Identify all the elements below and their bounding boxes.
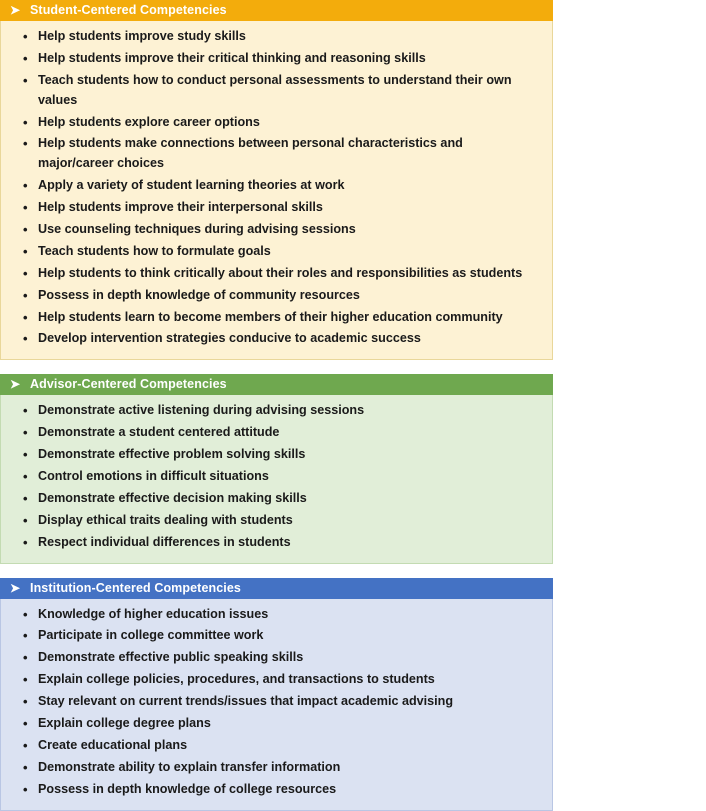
list-item	[9, 626, 544, 646]
list-item-label: Explain college degree plans	[38, 716, 211, 731]
bullet-icon: •	[23, 222, 28, 238]
bullet-icon: •	[23, 512, 28, 528]
list-item-label: Help students improve their interpersonal skills	[38, 200, 323, 215]
list-item-label: Possess in depth knowledge of community resources	[38, 287, 360, 302]
bullet-icon: •	[23, 243, 28, 259]
list-item	[9, 49, 544, 69]
bullet-icon: •	[23, 178, 28, 194]
bullet-icon: •	[23, 759, 28, 775]
list-item-label: Develop intervention strategies conducive to academic success	[38, 331, 421, 346]
list-item-label: Demonstrate effective public speaking skills	[38, 650, 304, 665]
bullet-icon: •	[23, 287, 28, 303]
list-item-label: Stay relevant on current trends/issues that impact academic advising	[38, 694, 454, 709]
list-item-label: Knowledge of higher education issues	[38, 606, 269, 621]
list-item	[9, 286, 544, 306]
section-body-advisor-centered	[0, 395, 553, 563]
list-item	[9, 134, 544, 174]
list-item-label: Demonstrate effective decision making skills	[38, 490, 307, 505]
list-item	[9, 113, 544, 133]
bullet-icon: •	[23, 606, 28, 622]
bullet-icon: •	[23, 29, 28, 44]
competency-list-student	[9, 27, 544, 349]
list-item-label: Display ethical traits dealing with students	[38, 512, 293, 527]
section-title: Institution-Centered Competencies	[30, 580, 241, 595]
competency-list-advisor	[9, 401, 544, 552]
list-item	[9, 467, 544, 487]
section-header-institution-centered	[0, 578, 553, 599]
list-item-label: Help students to think critically about their roles and responsibilities as students	[38, 265, 523, 280]
bullet-icon: •	[23, 200, 28, 216]
bullet-icon: •	[23, 331, 28, 347]
bullet-icon: •	[23, 114, 28, 130]
list-item	[9, 692, 544, 712]
bullet-icon: •	[23, 425, 28, 441]
list-item	[9, 489, 544, 509]
section-student-centered	[0, 0, 553, 360]
list-item-label: Possess in depth knowledge of college resources	[38, 781, 337, 796]
list-item-label: Teach students how to formulate goals	[38, 243, 271, 258]
list-item-label: Help students improve their critical thinking and reasoning skills	[38, 50, 426, 65]
bullet-icon: •	[23, 628, 28, 644]
list-item-label: Respect individual differences in students	[38, 534, 291, 549]
section-header-student-centered	[0, 0, 553, 21]
bullet-icon: •	[23, 136, 28, 152]
list-item	[9, 736, 544, 756]
list-item-label: Demonstrate active listening during advising sessions	[38, 403, 365, 418]
list-item-label: Participate in college committee work	[38, 628, 264, 643]
bullet-icon: •	[23, 490, 28, 506]
bullet-icon: •	[23, 672, 28, 688]
list-item-label: Explain college policies, procedures, and transactions to students	[38, 672, 435, 687]
bullet-icon: •	[23, 694, 28, 710]
arrow-bullet-icon: ➤	[10, 377, 21, 392]
bullet-icon: •	[23, 781, 28, 797]
list-item	[9, 329, 544, 349]
bullet-icon: •	[23, 403, 28, 419]
section-body-institution-centered	[0, 599, 553, 811]
list-item	[9, 511, 544, 531]
list-item-label: Apply a variety of student learning theories at work	[38, 178, 345, 193]
list-item	[9, 198, 544, 218]
section-divider	[0, 360, 706, 374]
list-item	[9, 401, 544, 421]
list-item	[9, 220, 544, 240]
bullet-icon: •	[23, 265, 28, 281]
list-item-label: Control emotions in difficult situations	[38, 469, 269, 484]
list-item-label: Help students learn to become members of their higher education community	[38, 309, 503, 324]
bullet-icon: •	[23, 309, 28, 325]
bullet-icon: •	[23, 534, 28, 550]
list-item	[9, 533, 544, 553]
section-body-student-centered	[0, 21, 553, 360]
section-advisor-centered	[0, 374, 553, 563]
list-item	[9, 242, 544, 262]
bullet-icon: •	[23, 447, 28, 463]
list-item	[9, 264, 544, 284]
list-item	[9, 27, 544, 47]
bullet-icon: •	[23, 650, 28, 666]
section-divider	[0, 564, 706, 578]
list-item-label: Create educational plans	[38, 737, 188, 752]
list-item	[9, 71, 544, 111]
list-item	[9, 423, 544, 443]
section-header-advisor-centered	[0, 374, 553, 395]
arrow-bullet-icon: ➤	[10, 3, 21, 17]
section-institution-centered	[0, 578, 553, 811]
bullet-icon: •	[23, 737, 28, 753]
arrow-bullet-icon: ➤	[10, 580, 21, 595]
list-item	[9, 605, 544, 625]
list-item-label: Help students improve study skills	[38, 29, 246, 43]
list-item	[9, 445, 544, 465]
list-item	[9, 670, 544, 690]
competency-list-institution	[9, 605, 544, 800]
list-item-label: Demonstrate effective problem solving skills	[38, 447, 306, 462]
list-item-label: Help students explore career options	[38, 114, 260, 129]
list-item-label: Help students make connections between personal characteristics and major/career choices	[38, 136, 463, 171]
list-item	[9, 714, 544, 734]
list-item-label: Use counseling techniques during advising sessions	[38, 222, 356, 237]
bullet-icon: •	[23, 50, 28, 66]
bullet-icon: •	[23, 716, 28, 732]
list-item	[9, 780, 544, 800]
section-title: Student-Centered Competencies	[30, 3, 227, 17]
section-title: Advisor-Centered Competencies	[30, 377, 227, 392]
list-item-label: Teach students how to conduct personal assessments to understand their own values	[38, 72, 512, 107]
list-item-label: Demonstrate ability to explain transfer information	[38, 759, 341, 774]
list-item-label: Demonstrate a student centered attitude	[38, 425, 280, 440]
list-item	[9, 648, 544, 668]
bullet-icon: •	[23, 72, 28, 88]
bullet-icon: •	[23, 469, 28, 485]
list-item	[9, 308, 544, 328]
list-item	[9, 176, 544, 196]
